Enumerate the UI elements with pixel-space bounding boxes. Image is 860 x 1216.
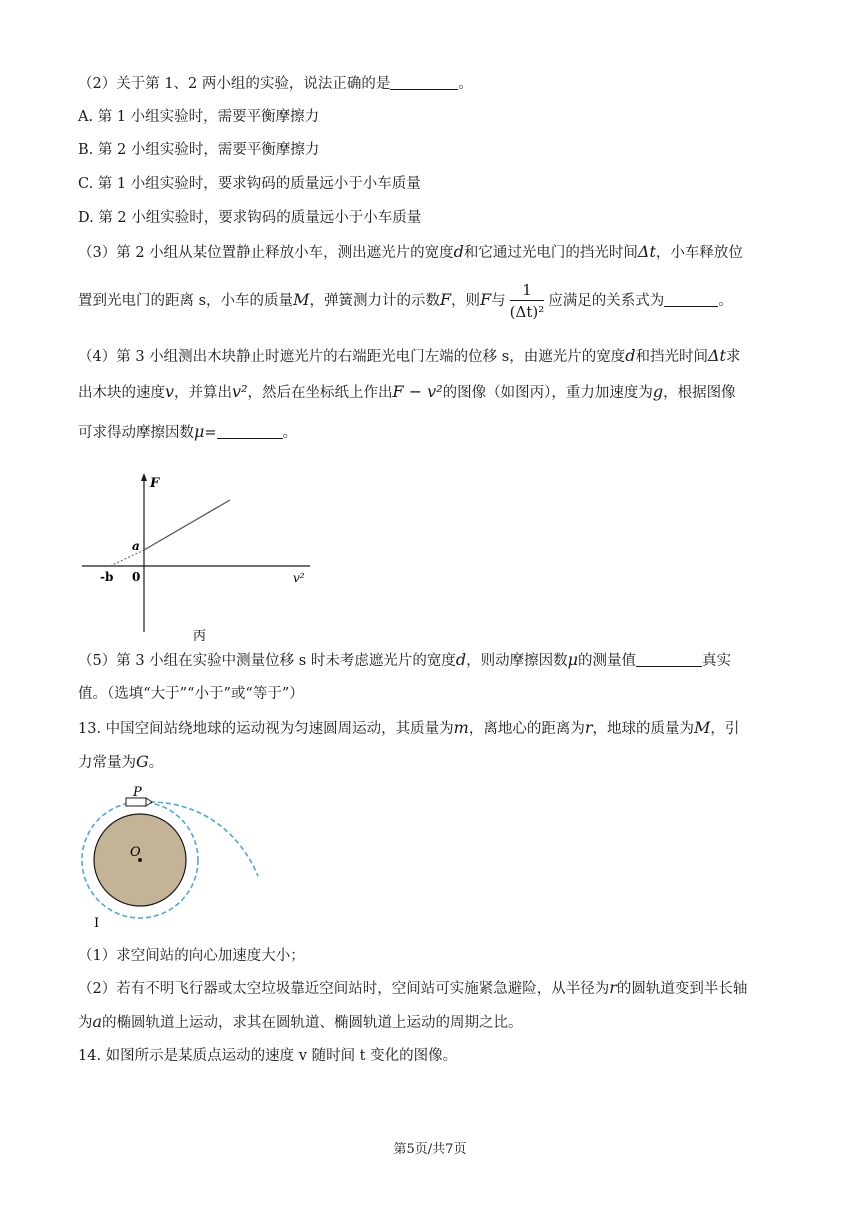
point-p-label: P [133, 785, 142, 800]
fraction: $\frac{1}{\text{(Δt)²}}$ [509, 280, 545, 321]
answer-blank[interactable] [664, 292, 718, 307]
q12-part2-stem: （2）关于第 1、2 两小组的实验，说法正确的是 。 [78, 76, 473, 92]
point-o-label: O [130, 845, 141, 860]
q12-part3-line1: （3）第 2 小组从某位置静止释放小车，测出遮光片的宽度d和它通过光电门的挡光时间Δt，小车释放位 [78, 242, 743, 261]
q12-part5-line2: 值。（选填“大于”“小于”或“等于”） [78, 686, 304, 702]
q13-part2-line1: （2）若有不明飞行器或太空垃圾靠近空间站时，空间站可实施紧急避险，从半径为r的圆轨道变到半长轴 [78, 978, 748, 997]
origin-label: 0 [132, 570, 141, 584]
q12-part4-line2: 出木块的速度v，并算出v²，然后在坐标纸上作出F − v²的图像（如图丙），重力加速度为g，根据图像 [78, 382, 736, 401]
q13-stem-line1: 13. 中国空间站绕地球的运动视为匀速圆周运动，其质量为m，离地心的距离为r，地球的质量为M，引 [78, 718, 740, 737]
q13-stem-line2: 力常量为G。 [78, 752, 164, 771]
intercept-b-label: -b [100, 570, 114, 584]
option-a[interactable]: A. 第 1 小组实验时，需要平衡摩擦力 [78, 109, 320, 125]
q14-stem: 14. 如图所示是某质点运动的速度 v 随时间 t 变化的图像。 [78, 1048, 458, 1064]
page-footer: 第5页/共7页 [393, 1142, 467, 1157]
option-c[interactable]: C. 第 1 小组实验时，要求钩码的质量远小于小车质量 [78, 176, 421, 192]
q12-part5-line1: （5）第 3 小组在实验中测量位移 s 时未考虑遮光片的宽度d，则动摩擦因数μ的测量值 真实 [78, 650, 731, 669]
option-d[interactable]: D. 第 2 小组实验时，要求钩码的质量远小于小车质量 [78, 210, 422, 226]
intercept-a-label: a [132, 539, 140, 553]
answer-blank[interactable] [636, 652, 702, 667]
y-axis-arrow [141, 473, 147, 481]
orbit-figure [78, 784, 278, 932]
orbit-i-label: I [94, 916, 100, 931]
q13-part2-line2: 为a的椭圆轨道上运动，求其在圆轨道、椭圆轨道上运动的周期之比。 [78, 1012, 523, 1031]
answer-blank[interactable] [217, 424, 283, 439]
q12-part4-line3: 可求得动摩擦因数μ= 。 [78, 422, 298, 441]
q12-part3-line2: 置到光电门的距离 s，小车的质量M，弹簧测力计的示数F，则F与 $\frac{1}{\text{(Δt)²}}$ 应满足的关系式为 。 [78, 280, 733, 321]
q13-part1: （1）求空间站的向心加速度大小； [78, 948, 305, 964]
figure-caption: 丙 [193, 629, 207, 644]
option-b[interactable]: B. 第 2 小组实验时，需要平衡摩擦力 [78, 142, 320, 158]
x-axis-label: v² [293, 571, 305, 585]
graph-line [144, 500, 230, 550]
space-station-nose [146, 798, 152, 806]
answer-blank[interactable] [390, 75, 458, 90]
y-axis-label: F [150, 476, 160, 491]
q12-part4-line1: （4）第 3 小组测出木块静止时遮光片的右端距光电门左端的位移 s，由遮光片的宽度d和挡光时间Δt求 [78, 346, 741, 365]
f-v2-graph [78, 470, 318, 645]
